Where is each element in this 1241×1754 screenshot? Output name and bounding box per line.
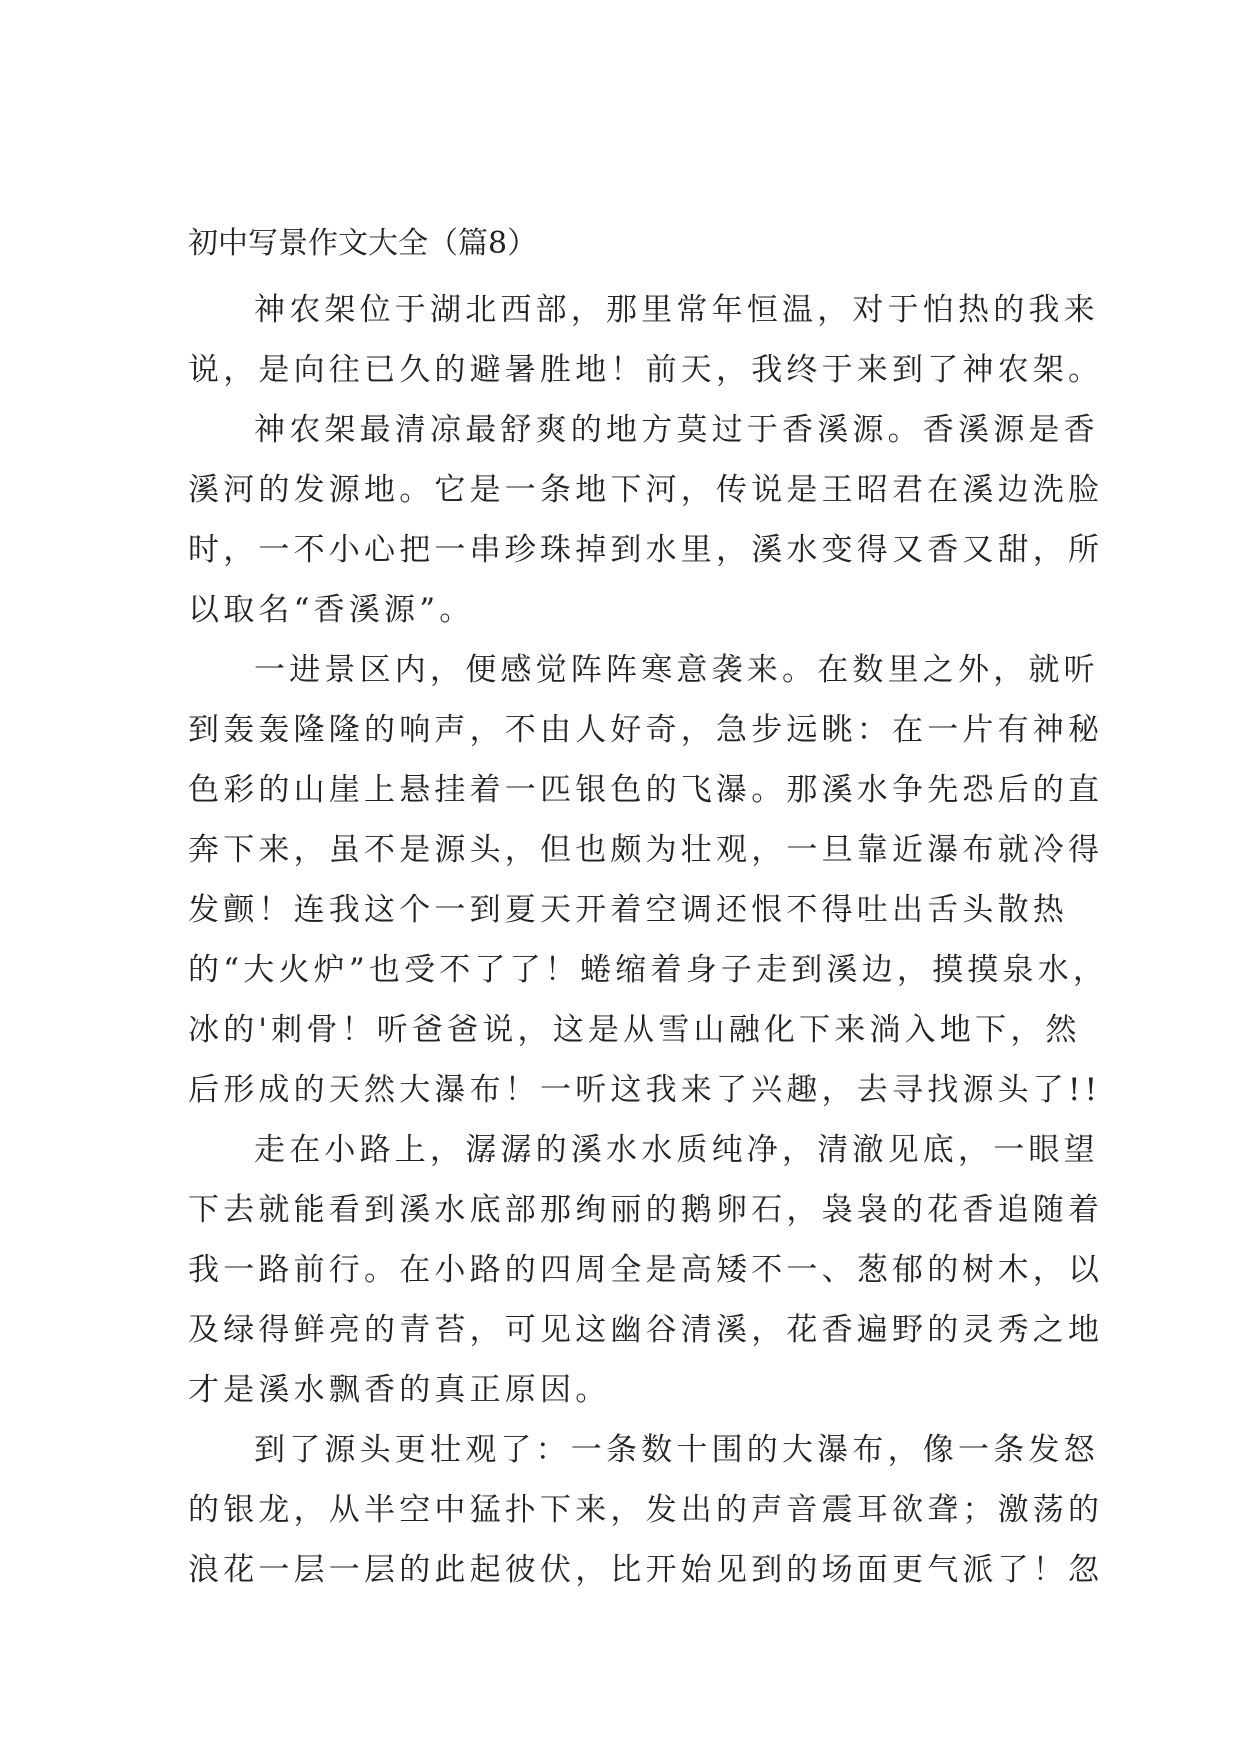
paragraph-line: 色彩的山崖上悬挂着一匹银色的飞瀑。那溪水争先恐后的直 [188, 772, 1104, 808]
paragraph-4 [188, 1120, 1104, 1420]
paragraph-line: 一进景区内，便感觉阵阵寒意袭来。在数里之外，就听 [254, 652, 1099, 688]
paragraph-line: 及绿得鲜亮的青苔，可见这幽谷清溪，花香遍野的灵秀之地 [188, 1312, 1104, 1348]
paragraph-line: 神农架位于湖北西部，那里常年恒温，对于怕热的我来 [254, 292, 1099, 328]
paragraph-line: 溪河的发源地。它是一条地下河，传说是王昭君在溪边洗脸 [188, 472, 1104, 508]
document-title: 初中写景作文大全（篇8） [188, 226, 538, 261]
paragraph-1 [188, 280, 1104, 400]
paragraph-line: 的“大火炉”也受不了了！蜷缩着身子走到溪边，摸摸泉水， [188, 952, 1109, 988]
paragraph-line: 发颤！连我这个一到夏天开着空调还恨不得吐出舌头散热 [188, 892, 1068, 928]
paragraph-line: 才是溪水飘香的真正原因。 [188, 1372, 611, 1408]
paragraph-line: 时，一不小心把一串珍珠掉到水里，溪水变得又香又甜，所 [188, 532, 1104, 568]
paragraph-line: 奔下来，虽不是源头，但也颇为壮观，一旦靠近瀑布就冷得 [188, 832, 1104, 868]
paragraph-line: 走在小路上，潺潺的溪水水质纯净，清澈见底，一眼望 [254, 1132, 1099, 1168]
paragraph-line: 浪花一层一层的此起彼伏，比开始见到的场面更气派了！忽 [188, 1552, 1104, 1588]
paragraph-line: 到了源头更壮观了：一条数十围的大瀑布，像一条发怒 [254, 1432, 1099, 1468]
paragraph-2 [188, 400, 1104, 640]
paragraph-line: 后形成的天然大瀑布！一听这我来了兴趣，去寻找源头了!! [188, 1072, 1102, 1108]
paragraph-line: 下去就能看到溪水底部那绚丽的鹅卵石，袅袅的花香追随着 [188, 1192, 1104, 1228]
paragraph-5 [188, 1420, 1104, 1600]
paragraph-3 [188, 640, 1109, 1120]
paragraph-line: 我一路前行。在小路的四周全是高矮不一、葱郁的树木，以 [188, 1252, 1104, 1288]
paragraph-line: 冰的'刺骨！听爸爸说，这是从雪山融化下来淌入地下，然 [188, 1012, 1081, 1048]
paragraph-line: 说，是向往已久的避暑胜地！前天，我终于来到了神农架。 [188, 352, 1104, 388]
paragraph-line: 的银龙，从半空中猛扑下来，发出的声音震耳欲聋；激荡的 [188, 1492, 1104, 1528]
document-body [188, 280, 1109, 1600]
paragraph-line: 到轰轰隆隆的响声，不由人好奇，急步远眺：在一片有神秘 [188, 712, 1104, 748]
paragraph-line: 以取名“香溪源”。 [188, 592, 475, 628]
paragraph-line: 神农架最清凉最舒爽的地方莫过于香溪源。香溪源是香 [254, 412, 1099, 448]
